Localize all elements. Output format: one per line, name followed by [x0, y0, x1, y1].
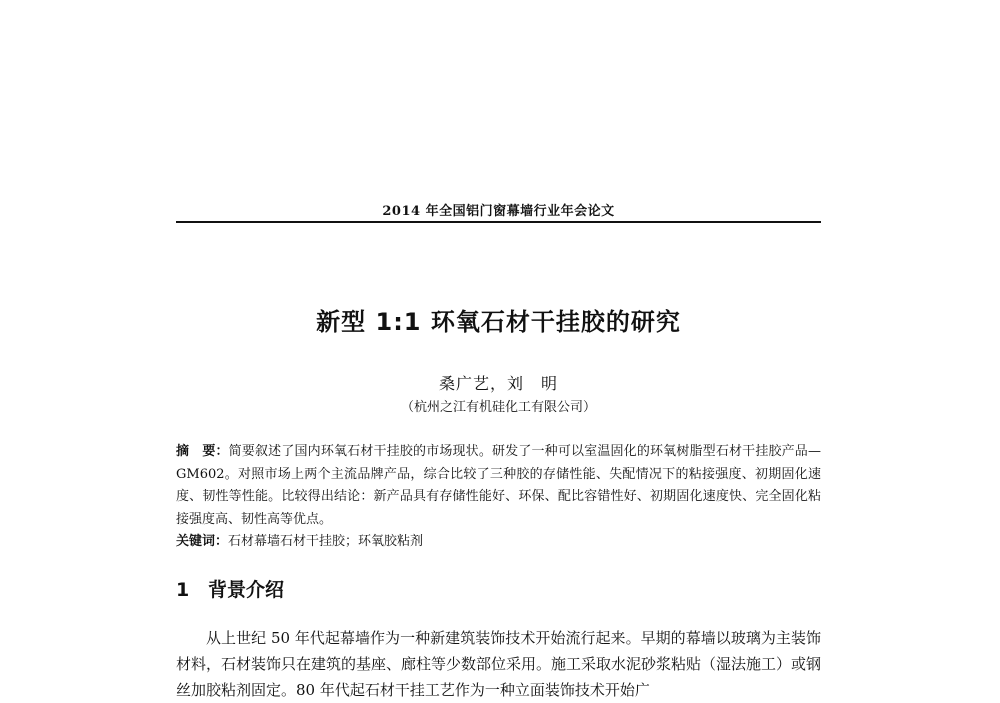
section-heading [176, 575, 821, 602]
keywords-label: 关键词： [176, 534, 229, 549]
abstract-label: 摘 要： [176, 444, 229, 459]
keywords [176, 532, 821, 552]
running-header: 2014 年全国铝门窗幕墙行业年会论文 [382, 204, 615, 219]
section-number: 1 [176, 579, 190, 601]
paper-title: 新型 1:1 环氧石材干挂胶的研究 [316, 308, 681, 336]
abstract [176, 441, 821, 531]
abstract-text: 简要叙述了国内环氧石材干挂胶的市场现状。研发了一种可以室温固化的环氧树脂型石材干挂胶产品—GM602。对照市场上两个主流品牌产品，综合比较了三种胶的存储性能、失配情况下的粘接强度、初期固化速度、韧性等性能。比较得出结论：新产品具有存储性能好、环保、配比容错性好、初期固化速度快、完全固化粘接强度高、韧性高等优点。 [176, 444, 821, 527]
header-rule [176, 221, 821, 223]
paper-authors: 桑广艺，刘 明 [438, 374, 558, 393]
keywords-text: 石材幕墙石材干挂胶；环氧胶粘剂 [228, 534, 424, 549]
section-title: 背景介绍 [208, 579, 285, 601]
paper-affiliation: （杭州之江有机硅化工有限公司） [400, 400, 596, 415]
body-paragraph: 从上世纪 50 年代起幕墙作为一种新建筑装饰技术开始流行起来。早期的幕墙以玻璃为主装饰材料，石材装饰只在建筑的基座、廊柱等少数部位采用。施工采取水泥砂浆粘贴（湿法施工）或钢丝加胶粘剂固定。80 年代起石材干挂工艺作为一种立面装饰技术开始广 [176, 629, 822, 699]
